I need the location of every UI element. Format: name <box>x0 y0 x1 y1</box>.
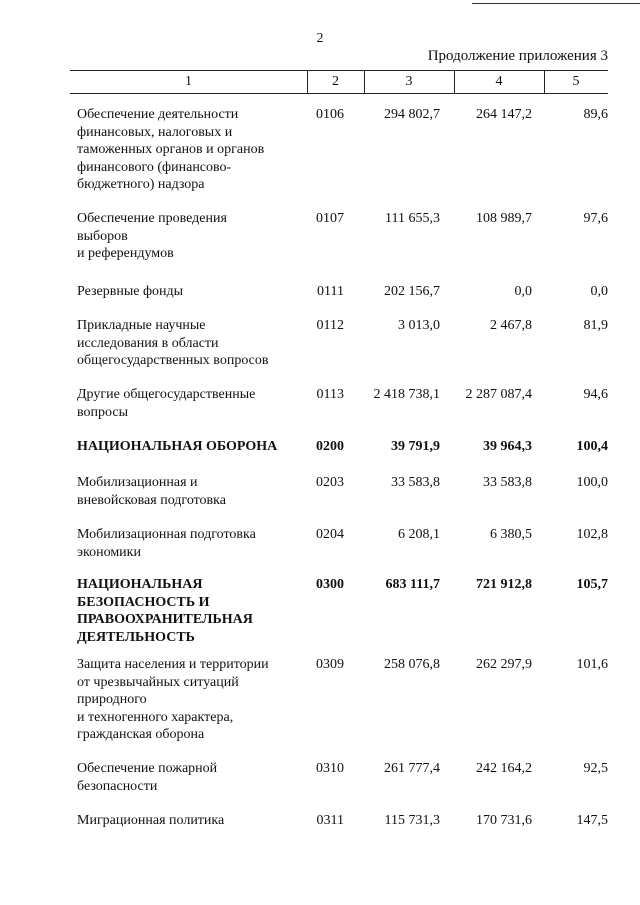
row-value-actual: 108 989,7 <box>476 211 532 226</box>
row-name: Защита населения и территории от чрезвычайных ситуаций природного и техногенного характера, гражданская оборона <box>77 657 269 742</box>
row-value-actual: 721 912,8 <box>476 577 532 592</box>
row-value-plan: 294 802,7 <box>384 107 440 122</box>
row-value-percent: 147,5 <box>576 813 608 828</box>
row-code: 0200 <box>316 439 344 454</box>
row-value-percent: 100,0 <box>576 475 608 490</box>
row-value-actual: 0,0 <box>514 284 532 299</box>
row-value-plan: 258 076,8 <box>384 657 440 672</box>
column-header-4: 4 <box>495 74 503 89</box>
row-value-plan: 115 731,3 <box>384 813 440 828</box>
row-value-percent: 0,0 <box>590 284 608 299</box>
row-value-plan: 261 777,4 <box>384 761 440 776</box>
continuation-caption: Продолжение приложения 3 <box>427 48 608 64</box>
row-value-actual: 170 731,6 <box>476 813 532 828</box>
row-value-actual: 262 297,9 <box>476 657 532 672</box>
row-name: Прикладные научные исследования в области общегосударственных вопросов <box>77 318 269 368</box>
row-value-plan: 683 111,7 <box>385 577 440 592</box>
row-name: Мобилизационная подготовка экономики <box>77 527 256 560</box>
row-value-plan: 6 208,1 <box>398 527 440 542</box>
column-header-2: 2 <box>332 74 339 89</box>
row-name: Миграционная политика <box>77 813 225 828</box>
page-number: 2 <box>316 31 324 46</box>
row-value-plan: 2 418 738,1 <box>373 387 440 402</box>
row-code: 0203 <box>316 475 344 490</box>
row-value-actual: 264 147,2 <box>476 107 532 122</box>
row-name: Другие общегосударственные вопросы <box>77 387 256 420</box>
column-header-1: 1 <box>185 74 192 89</box>
row-code: 0106 <box>316 107 344 122</box>
row-name: НАЦИОНАЛЬНАЯ БЕЗОПАСНОСТЬ И ПРАВООХРАНИТЕЛЬНАЯ ДЕЯТЕЛЬНОСТЬ <box>77 577 253 645</box>
row-code: 0311 <box>316 813 344 828</box>
row-value-percent: 92,5 <box>583 761 608 776</box>
row-value-percent: 105,7 <box>576 577 608 592</box>
row-value-actual: 6 380,5 <box>490 527 532 542</box>
row-code: 0310 <box>316 761 344 776</box>
row-value-plan: 3 013,0 <box>398 318 440 333</box>
row-value-plan: 33 583,8 <box>391 475 440 490</box>
row-value-actual: 33 583,8 <box>483 475 532 490</box>
row-value-plan: 202 156,7 <box>384 284 440 299</box>
row-value-actual: 2 467,8 <box>490 318 532 333</box>
row-value-percent: 100,4 <box>576 439 608 454</box>
row-value-actual: 39 964,3 <box>483 439 532 454</box>
row-name: Обеспечение деятельности финансовых, налоговых и таможенных органов и органов финансового (финансово- бюджетного) надзора <box>77 107 265 192</box>
row-name: Мобилизационная и вневойсковая подготовка <box>77 475 226 508</box>
row-value-actual: 2 287 087,4 <box>465 387 532 402</box>
row-code: 0309 <box>316 657 344 672</box>
row-value-plan: 39 791,9 <box>391 439 440 454</box>
row-value-percent: 94,6 <box>583 387 608 402</box>
row-value-plan: 111 655,3 <box>385 211 440 226</box>
row-name: Обеспечение проведения выборов и референдумов <box>77 211 227 261</box>
row-code: 0112 <box>316 318 344 333</box>
row-code: 0113 <box>316 387 344 402</box>
top-rule <box>472 3 640 4</box>
table-header <box>70 70 608 94</box>
row-code: 0300 <box>316 577 344 592</box>
column-header-5: 5 <box>572 74 580 89</box>
row-value-percent: 102,8 <box>576 527 608 542</box>
row-code: 0111 <box>317 284 344 299</box>
row-value-percent: 97,6 <box>583 211 608 226</box>
row-value-actual: 242 164,2 <box>476 761 532 776</box>
row-name: НАЦИОНАЛЬНАЯ ОБОРОНА <box>77 439 278 454</box>
row-code: 0204 <box>316 527 344 542</box>
row-code: 0107 <box>316 211 344 226</box>
row-value-percent: 101,6 <box>576 657 608 672</box>
row-name: Резервные фонды <box>77 284 184 299</box>
row-value-percent: 89,6 <box>583 107 608 122</box>
column-header-3: 3 <box>405 74 413 89</box>
row-value-percent: 81,9 <box>583 318 608 333</box>
row-name: Обеспечение пожарной безопасности <box>77 761 218 794</box>
